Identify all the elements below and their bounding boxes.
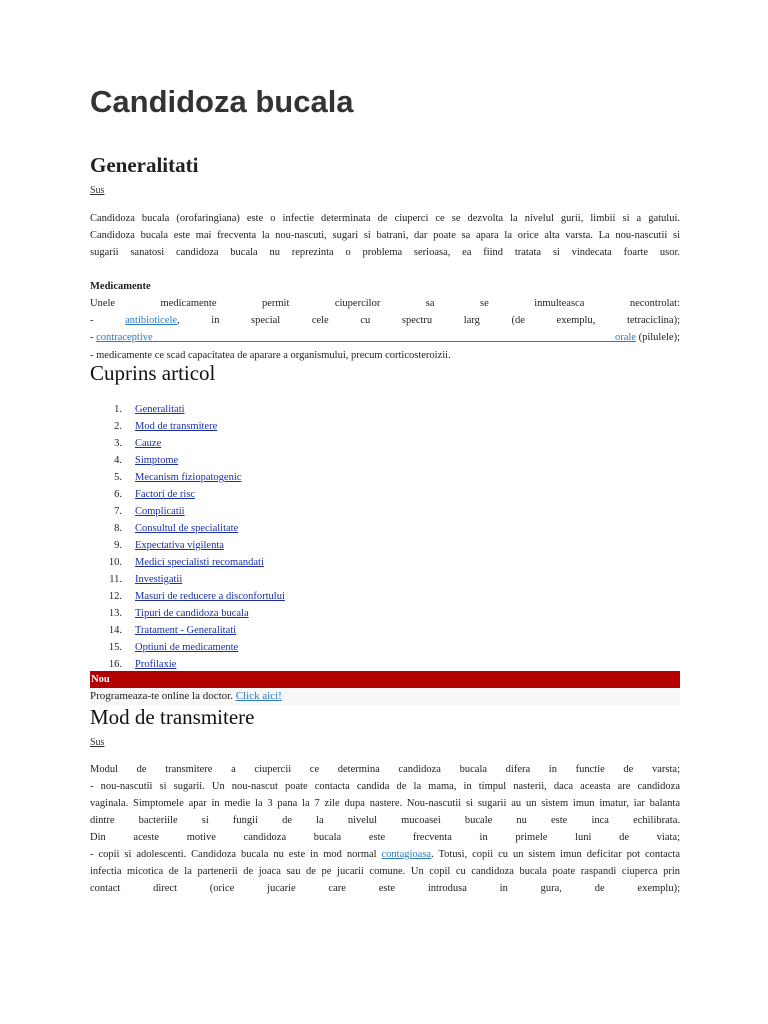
sus-link[interactable]: Sus (90, 737, 105, 748)
toc-item-link[interactable]: Mecanism fiziopatogenic (135, 472, 242, 483)
medicamente-line: Unele medicamente permit ciupercilor sa se inmulteasca necontrolat: (90, 298, 680, 309)
page-title: Candidoza bucala (90, 84, 354, 119)
toc-item-link[interactable]: Consultul de specialitate (135, 523, 239, 534)
toc-item (90, 503, 680, 520)
toc-item-number: 4. (114, 455, 122, 466)
toc-item-number: 16. (108, 659, 122, 670)
toc-item-number: 9. (114, 540, 122, 551)
toc-item (90, 520, 680, 537)
toc-item (90, 435, 680, 452)
paragraph-line: dintre bacteriile si fungii de la nivelul mucoasei bucale nu este inca echilibrata. (90, 815, 680, 826)
toc-item (90, 486, 680, 503)
promo-text: Programeaza-te online la doctor. (90, 690, 236, 702)
contraceptive-link[interactable]: contraceptive (96, 332, 153, 343)
antibioticele-link[interactable]: antibioticele (125, 315, 178, 326)
toc-item-link[interactable]: Cauze (135, 438, 162, 449)
toc-item (90, 588, 680, 605)
paragraph-line: infectia micotica de la partenerii de joaca sau de pe jucarii comune. Un copil cu candidoza bucala poate raspandi ciuperca prin (90, 866, 680, 877)
table-of-contents (90, 401, 680, 673)
promo-text-row (90, 688, 680, 705)
toc-item (90, 469, 680, 486)
toc-item-number: 15. (108, 642, 122, 653)
toc-item (90, 622, 680, 639)
paragraph-line: Modul de transmitere a ciupercii ce determina candidoza bucala difera in functie de varsta; (90, 764, 680, 775)
paragraph-line: - nou-nascutii si sugarii. Un nou-nascut poate contacta candida de la mama, in timpul nasterii, daca aceasta are candidoza (90, 781, 680, 792)
toc-item-link[interactable]: Complicatii (135, 506, 185, 517)
promo-banner (90, 671, 680, 688)
toc-item-link[interactable]: Medici specialisti recomandati (135, 557, 264, 568)
toc-item (90, 639, 680, 656)
new-badge: Nou (91, 674, 110, 685)
paragraph-line: Din aceste motive candidoza bucala este frecventa in primele luni de viata; (90, 832, 680, 843)
toc-item-number: 14. (108, 625, 122, 636)
toc-item-number: 7. (114, 506, 122, 517)
toc-item-number: 2. (114, 421, 122, 432)
toc-item-link[interactable]: Mod de transmitere (135, 421, 218, 432)
paragraph-line: contact direct (orice jucarie care este introdusa in gura, de exemplu); (90, 883, 680, 894)
toc-item-link[interactable]: Simptome (135, 455, 179, 466)
paragraph-line: Candidoza bucala este mai frecventa la nou-nascuti, sugari si batrani, dar poate sa apara la orice alta varsta. La nou-nascutii si (90, 230, 680, 241)
toc-item-number: 13. (108, 608, 122, 619)
toc-item (90, 401, 680, 418)
paragraph-line: vaginala. Simptomele apar in medie la 3 pana la 7 zile dupa nastere. Nou-nascutii si sugarii au un sistem imun imatur, iar balanta (90, 798, 680, 809)
toc-item (90, 571, 680, 588)
toc-item-link[interactable]: Profilaxie (135, 659, 177, 670)
section-heading-generalitati: Generalitati (90, 153, 199, 177)
toc-item-link[interactable]: Generalitati (135, 404, 185, 415)
medicamente-line-antibiotice: - antibioticele, in special cele cu spectru larg (de exemplu, tetraciclina); (90, 315, 680, 326)
section-heading-cuprins: Cuprins articol (90, 361, 216, 385)
medicamente-block (90, 278, 680, 364)
generalitati-paragraph (90, 210, 680, 261)
toc-item (90, 452, 680, 469)
medicamente-label: Medicamente (90, 281, 151, 292)
paragraph-line: sugarii sanatosi candidoza bucala nu reprezinta o problema serioasa, ea fiind tratata si vindecata foarte usor. (90, 247, 680, 258)
toc-item-link[interactable]: Tipuri de candidoza bucala (135, 608, 249, 619)
medicamente-line: - medicamente ce scad capacitatea de aparare a organismului, precum corticosteroizii. (90, 350, 451, 361)
toc-item-number: 1. (114, 404, 122, 415)
toc-item-link[interactable]: Optiuni de medicamente (135, 642, 239, 653)
toc-item (90, 537, 680, 554)
paragraph-line-contagioasa: - copii si adolescenti. Candidoza bucala nu este in mod normal contagioasa. Totusi, copii cu un sistem imun deficitar pot contacta (90, 849, 680, 860)
toc-item-link[interactable]: Tratament - Generalitati (135, 625, 237, 636)
toc-item (90, 605, 680, 622)
sus-link[interactable]: Sus (90, 185, 105, 196)
section-heading-transmitere: Mod de transmitere (90, 705, 255, 729)
toc-item-number: 6. (114, 489, 122, 500)
toc-item-link[interactable]: Masuri de reducere a disconfortului (135, 591, 285, 602)
toc-item-number: 3. (114, 438, 122, 449)
toc-item-number: 10. (108, 557, 122, 568)
medicamente-line-contraceptive: - contraceptive orale (pilulele); (90, 329, 680, 347)
toc-item-number: 8. (114, 523, 122, 534)
toc-item (90, 418, 680, 435)
orale-link[interactable]: orale (614, 332, 636, 343)
toc-item-link[interactable]: Factori de risc (135, 489, 196, 500)
toc-item-link[interactable]: Expectativa vigilenta (135, 540, 224, 551)
transmitere-paragraph (90, 761, 680, 897)
toc-item (90, 554, 680, 571)
toc-item-link[interactable]: Investigatii (135, 574, 183, 585)
toc-item-number: 5. (114, 472, 122, 483)
toc-item-number: 11. (109, 574, 122, 585)
paragraph-line: Candidoza bucala (orofaringiana) este o infectie determinata de ciuperci ce se dezvolta la nivelul gurii, limbii si a gatului. (90, 213, 680, 224)
toc-item-number: 12. (108, 591, 122, 602)
contagioasa-link[interactable]: contagioasa (381, 849, 432, 860)
click-here-link[interactable]: Click aici! (235, 690, 282, 702)
